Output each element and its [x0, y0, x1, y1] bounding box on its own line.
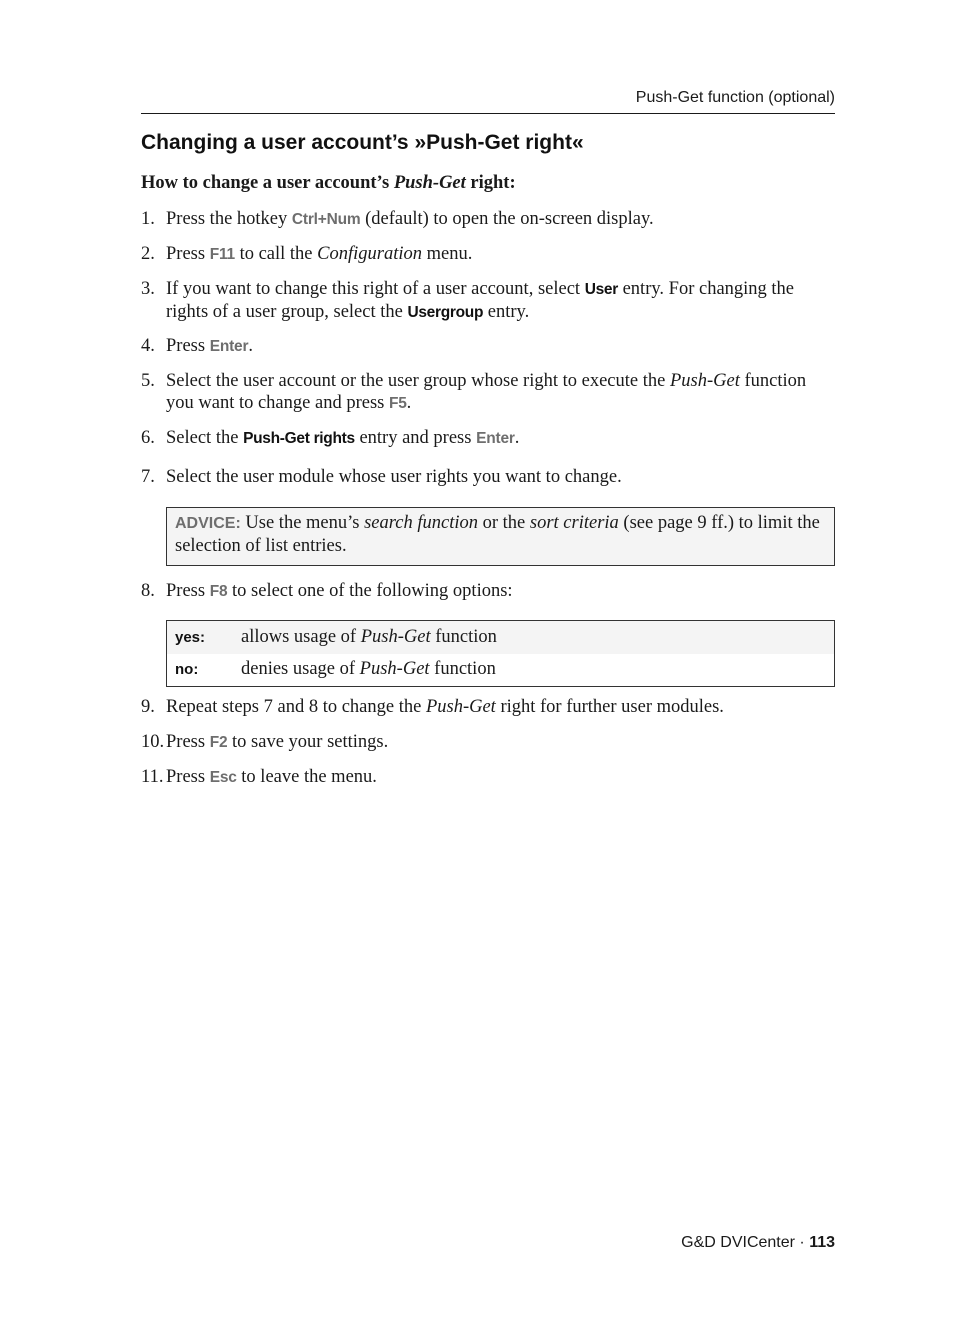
key-f11: F11 [209, 246, 235, 263]
section-title: Changing a user account’s »Push-Get right« [141, 131, 584, 154]
key-f5: F5 [388, 395, 407, 412]
option-key: no: [175, 661, 199, 679]
ui-entry-push-get-rights: Push-Get rights [243, 430, 355, 447]
key-enter: Enter [476, 430, 515, 447]
hotkey-label: Ctrl+Num [291, 211, 361, 228]
footer-product: G&D DVICenter · [681, 1234, 810, 1251]
options-table [166, 620, 835, 687]
step-7: 7. Select the user module whose user rights you want to change. [141, 467, 622, 487]
step-2: 2. Press F11 to call the Configuration menu. [141, 244, 473, 264]
step-8: 8. Press F8 to select one of the following options: [141, 581, 513, 601]
option-row-no [167, 654, 834, 687]
option-key: yes: [175, 628, 206, 646]
option-description: denies usage of Push-Get function [241, 659, 496, 680]
header-rule [141, 113, 835, 114]
step-6: 6. Select the Push-Get rights entry and press Enter. [141, 428, 520, 448]
ui-entry-user: User [584, 281, 618, 298]
step-5: 5. Select the user account or the user group whose right to execute the Push-Get function you want to change and press F5. [141, 371, 807, 413]
procedure-subtitle: How to change a user account’s Push-Get right: [141, 173, 516, 193]
key-enter: Enter [209, 338, 249, 355]
advice-box: ADVICE: Use the menu’s search function or the sort criteria (see page 9 ff.) to limit the selection of list entries. [166, 507, 835, 566]
step-4: 4. Press Enter. [141, 336, 253, 356]
step-9: 9. Repeat steps 7 and 8 to change the Push-Get right for further user modules. [141, 697, 724, 717]
step-11: 11. Press Esc to leave the menu. [141, 767, 377, 787]
option-description: allows usage of Push-Get function [241, 626, 497, 647]
key-f2: F2 [209, 734, 228, 751]
step-10: 10. Press F2 to save your settings. [141, 732, 389, 752]
step-3: 3. If you want to change this right of a user account, select User entry. For changing the rights of a user group, select the Usergroup entry. [141, 279, 795, 322]
advice-label: ADVICE: [175, 515, 241, 532]
option-row-yes [167, 621, 834, 654]
ui-entry-usergroup: Usergroup [407, 304, 484, 321]
key-f8: F8 [209, 583, 228, 600]
key-esc: Esc [209, 769, 237, 786]
page-footer [681, 1234, 835, 1252]
step-1: 1. Press the hotkey Ctrl+Num (default) to open the on-screen display. [141, 209, 654, 229]
running-header: Push-Get function (optional) [635, 89, 835, 106]
page-number: 113 [809, 1234, 835, 1251]
